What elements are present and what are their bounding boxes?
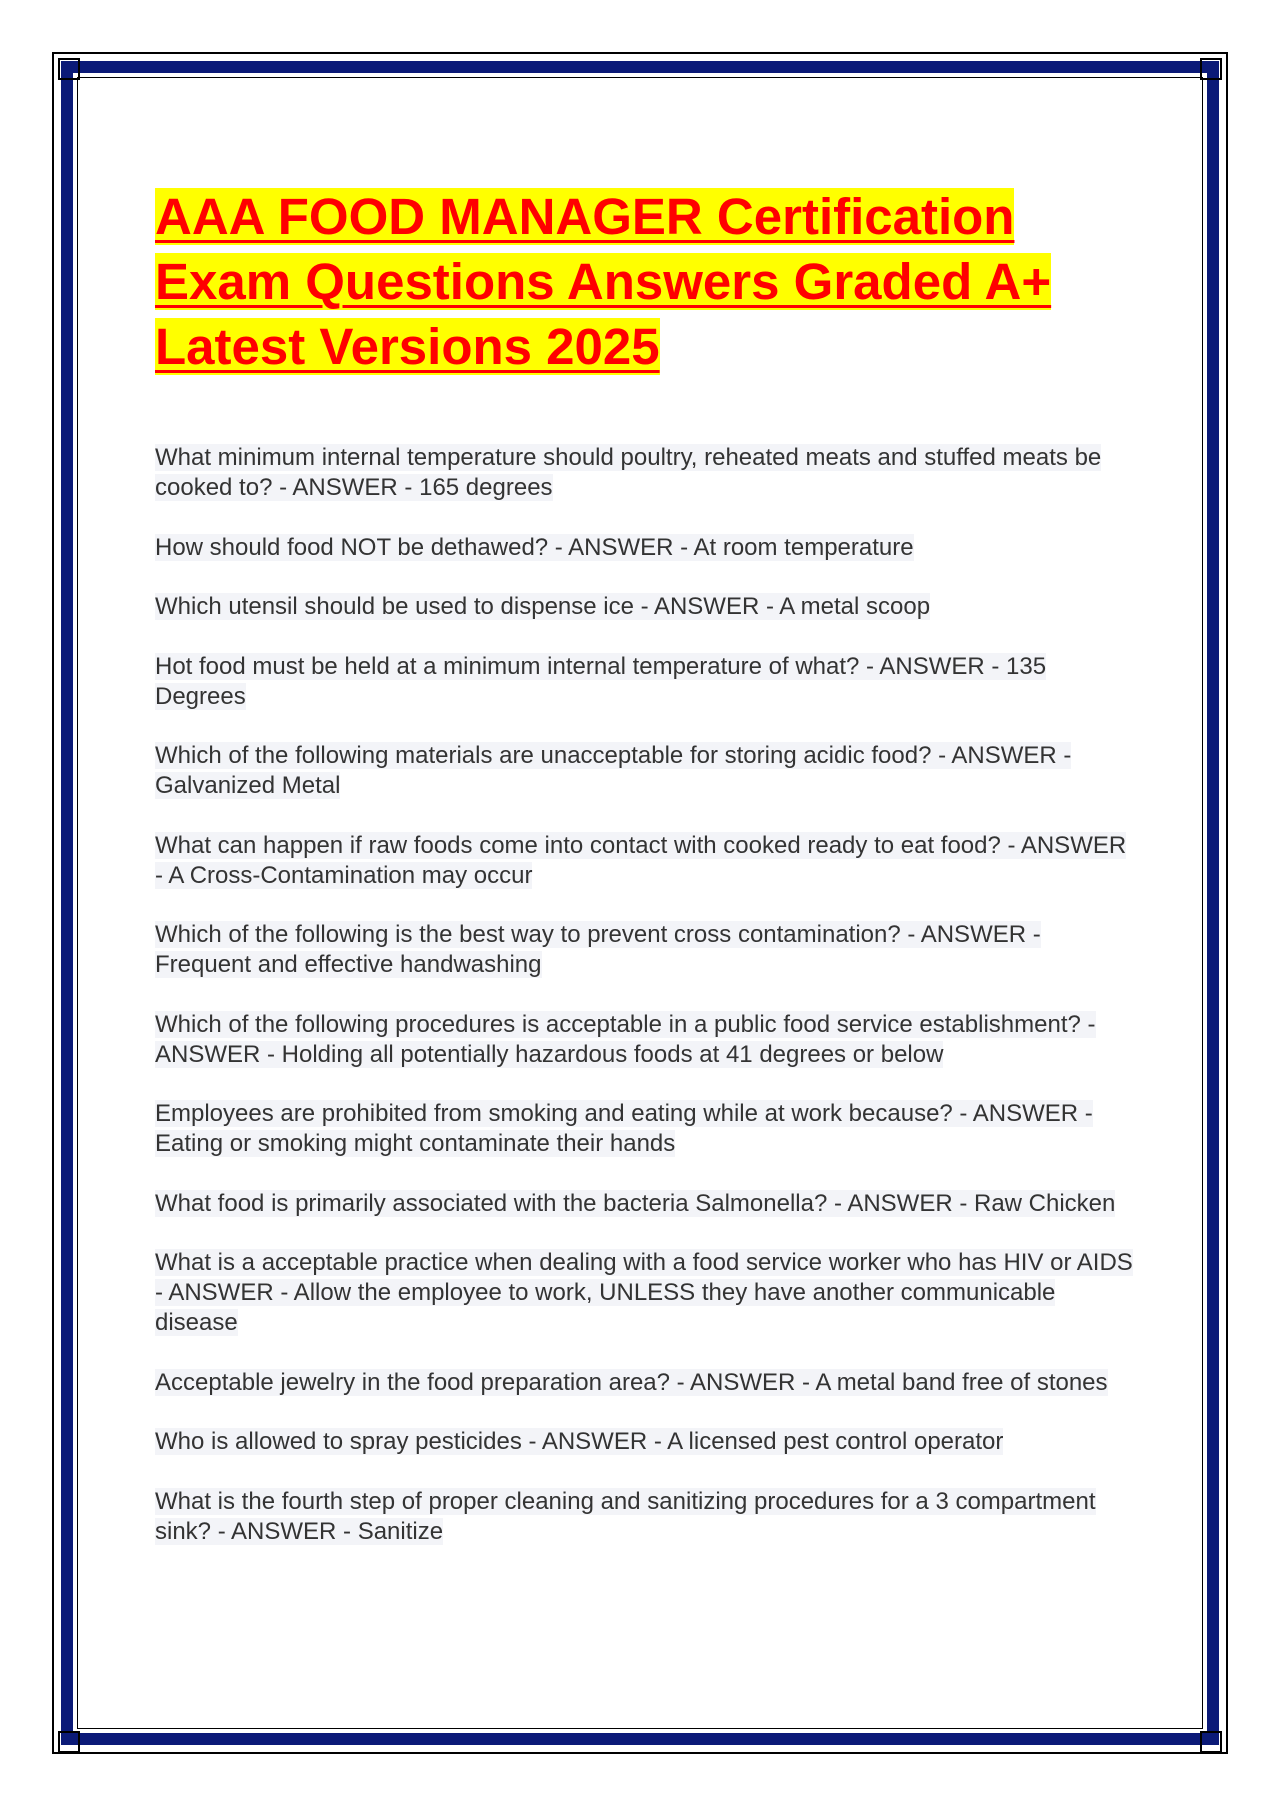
qa-text: Hot food must be held at a minimum internal temperature of what? - ANSWER - 135 Degrees xyxy=(155,652,1047,710)
qa-text: Acceptable jewelry in the food preparation area? - ANSWER - A metal band free of stones xyxy=(155,1368,1108,1396)
qa-text: Which of the following is the best way to prevent cross contamination? - ANSWER - Frequent and effective handwashing xyxy=(155,921,1041,978)
document-title xyxy=(155,184,1135,379)
qa-text: Which of the following materials are unacceptable for storing acidic food? - ANSWER - Galvanized Metal xyxy=(155,742,1072,799)
corner-ornament-top-right xyxy=(1200,58,1222,80)
qa-item xyxy=(155,741,1135,801)
corner-ornament-bottom-right xyxy=(1200,1731,1222,1753)
qa-item xyxy=(155,1368,1135,1398)
qa-text: Which of the following procedures is acceptable in a public food service establishment? - ANSWER - Holding all potentially hazardous foods at 41 degrees or below xyxy=(155,1010,1096,1068)
document-body xyxy=(155,184,1135,1576)
qa-text: What minimum internal temperature should poultry, reheated meats and stuffed meats be cooked to? - ANSWER - 165 degrees xyxy=(155,444,1102,501)
qa-item xyxy=(155,1487,1135,1547)
qa-item xyxy=(155,1427,1135,1457)
qa-text: Which utensil should be used to dispense ice - ANSWER - A metal scoop xyxy=(155,593,931,620)
qa-text: What is the fourth step of proper cleaning and sanitizing procedures for a 3 compartment sink? - ANSWER - Sanitize xyxy=(155,1487,1096,1545)
document-title-text: AAA FOOD MANAGER Certification Exam Questions Answers Graded A+ Latest Versions 2025 xyxy=(155,188,1052,375)
qa-item xyxy=(155,652,1135,712)
qa-item xyxy=(155,831,1135,891)
qa-text: What food is primarily associated with the bacteria Salmonella? - ANSWER - Raw Chicken xyxy=(155,1189,1116,1217)
qa-item xyxy=(155,443,1135,503)
qa-item xyxy=(155,533,1135,563)
qa-item xyxy=(155,592,1135,622)
qa-item xyxy=(155,920,1135,980)
qa-text: Employees are prohibited from smoking and eating while at work because? - ANSWER - Eating or smoking might contaminate their hands xyxy=(155,1100,1093,1157)
qa-item xyxy=(155,1010,1135,1070)
qa-item xyxy=(155,1189,1135,1219)
qa-text: Who is allowed to spray pesticides - ANSWER - A licensed pest control operator xyxy=(155,1428,1004,1455)
qa-text: What is a acceptable practice when dealing with a food service worker who has HIV or AIDS - ANSWER - Allow the employee to work, UNLESS they have another communicable disease xyxy=(155,1249,1133,1336)
qa-text: What can happen if raw foods come into contact with cooked ready to eat food? - ANSWER - A Cross-Contamination may occur xyxy=(155,831,1127,889)
corner-ornament-top-left xyxy=(58,58,80,80)
qa-item xyxy=(155,1248,1135,1338)
qa-item xyxy=(155,1099,1135,1159)
corner-ornament-bottom-left xyxy=(58,1731,80,1753)
qa-text: How should food NOT be dethawed? - ANSWER - At room temperature xyxy=(155,533,914,561)
qa-list xyxy=(155,443,1135,1547)
